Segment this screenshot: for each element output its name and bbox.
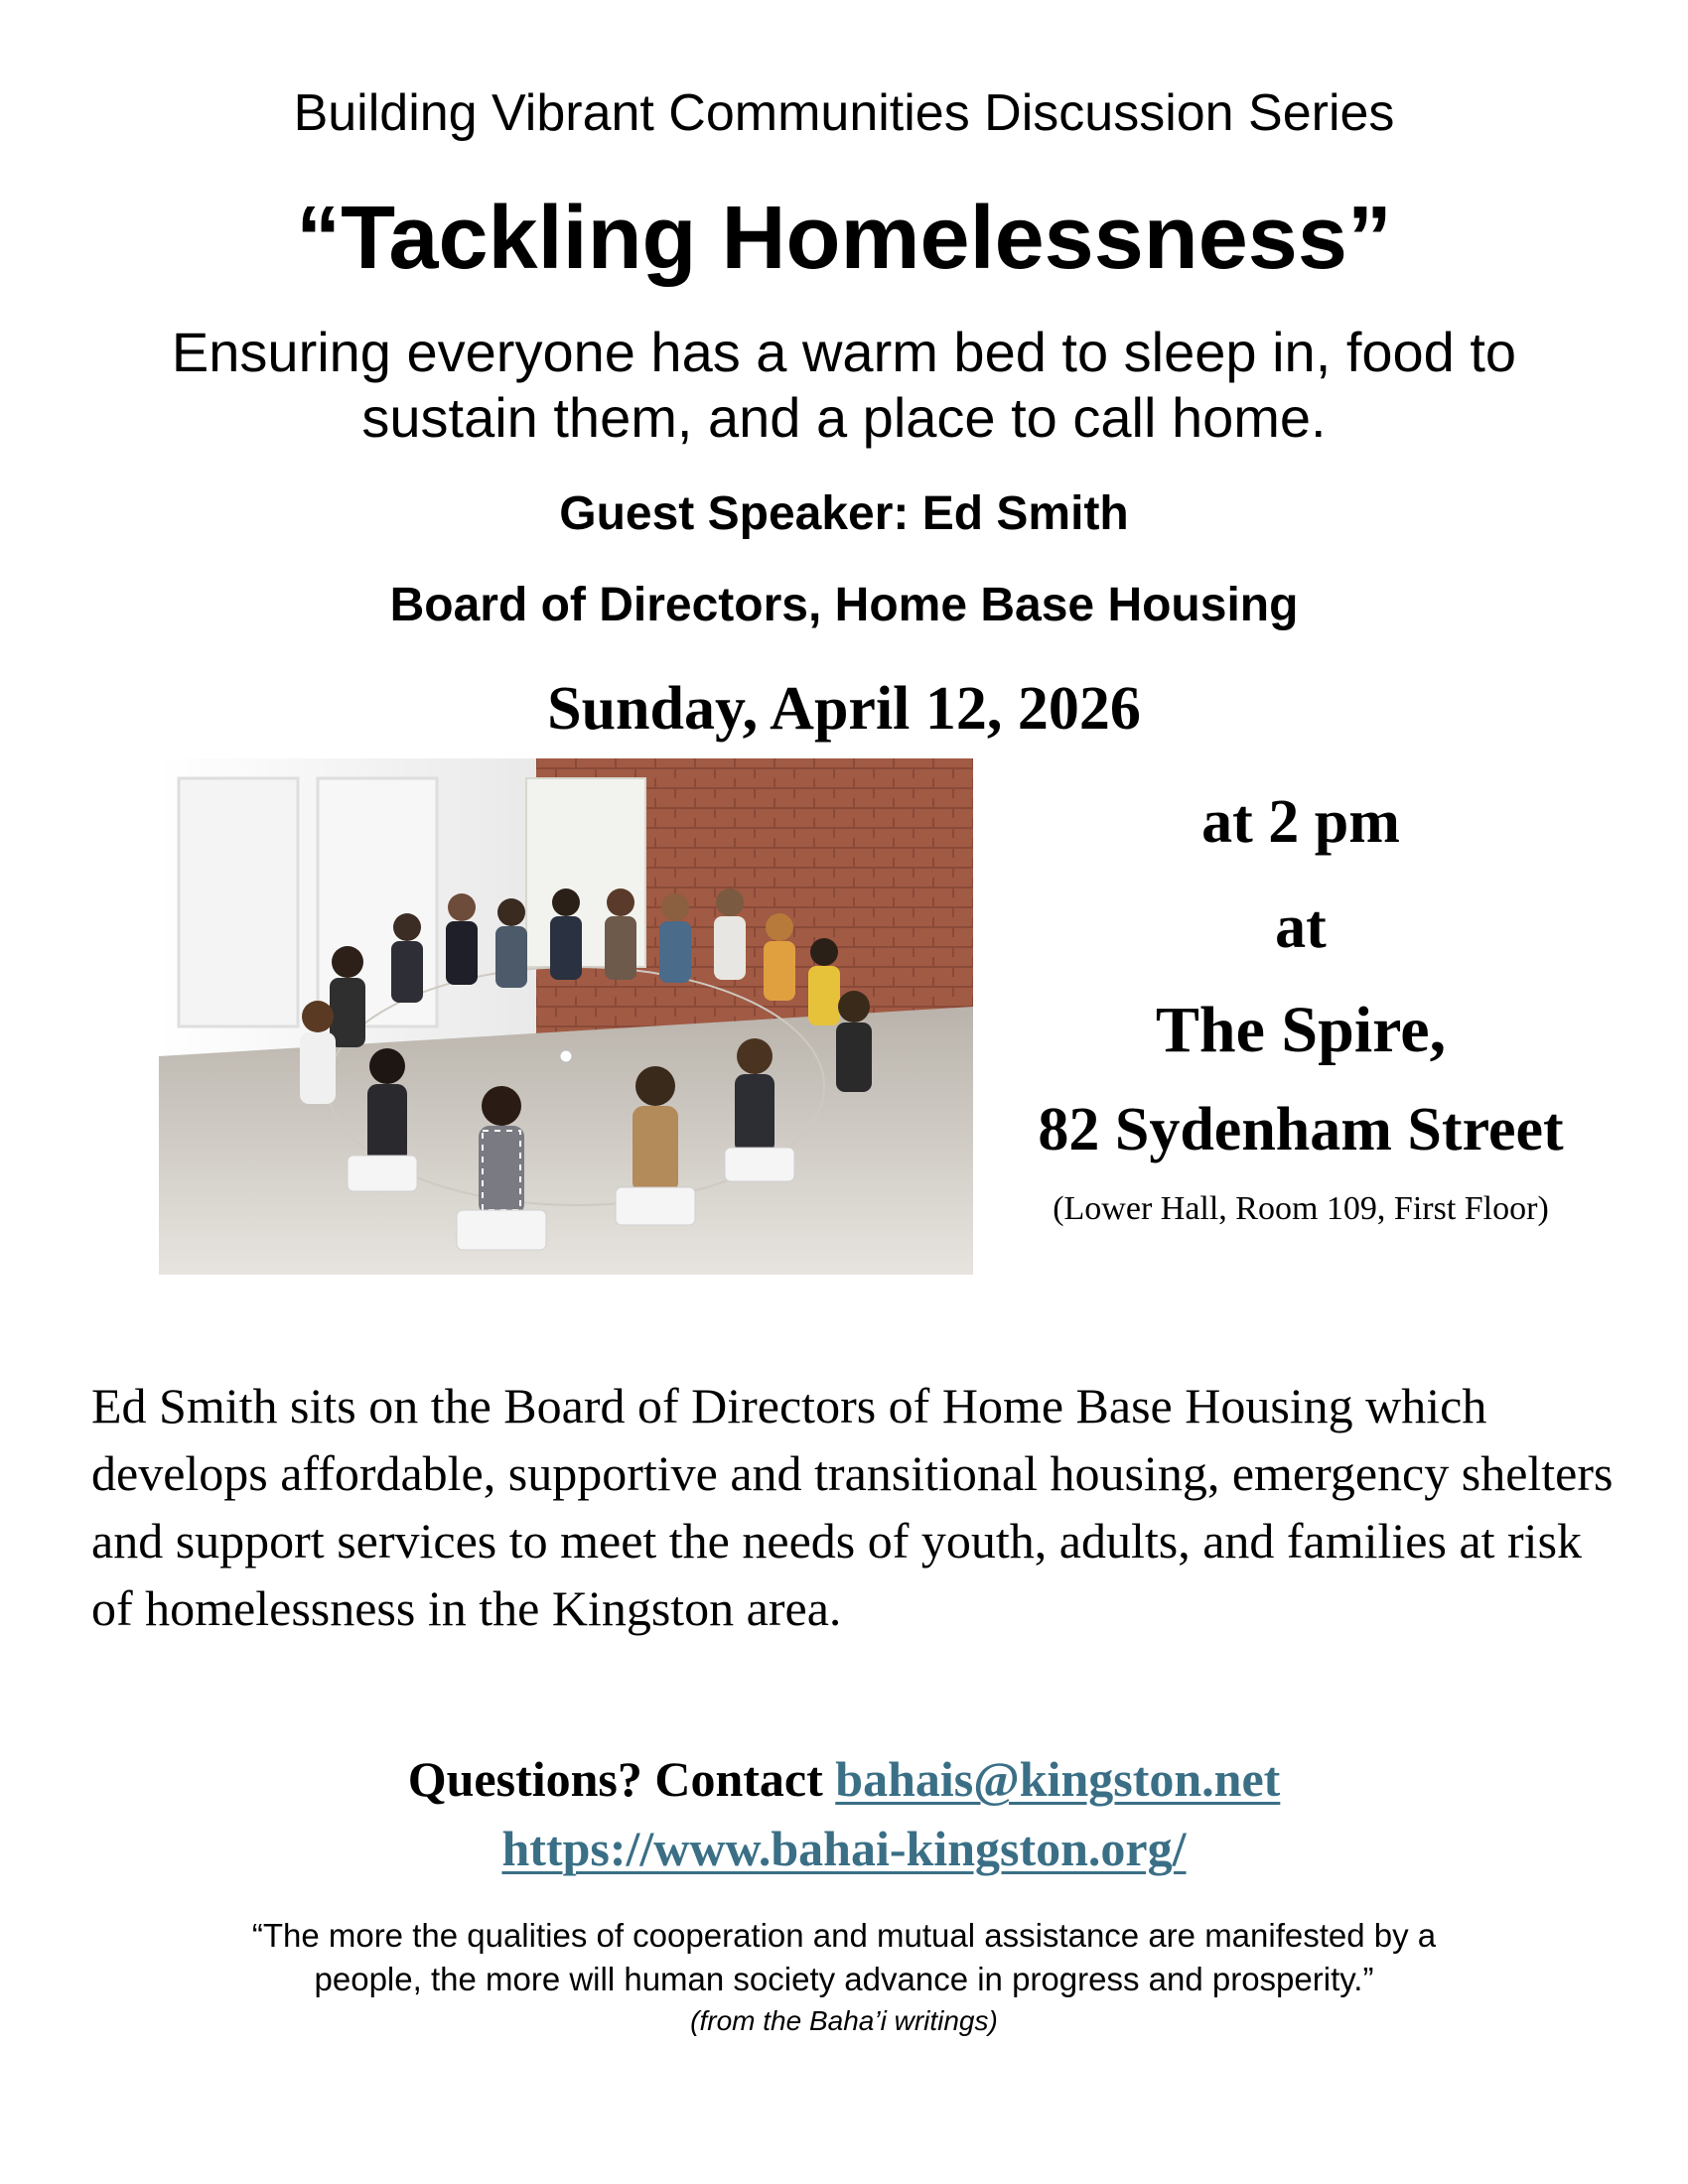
- email-link[interactable]: bahais@kingston.net: [835, 1751, 1281, 1807]
- contact-prefix: Questions? Contact: [407, 1751, 836, 1807]
- quote-line-2: people, the more will human society advance in progress and prosperity.”: [314, 1961, 1374, 1997]
- speaker-affiliation: Board of Directors, Home Base Housing: [389, 579, 1299, 631]
- venue-address: 82 Sydenham Street: [1038, 1096, 1564, 1163]
- tagline-line-2: sustain them, and a place to call home.: [361, 386, 1327, 449]
- event-date: Sunday, April 12, 2026: [547, 675, 1141, 743]
- speaker-bio: Ed Smith sits on the Board of Directors of Home Base Housing which develops affordable, supportive and transitional housing, emergency shelters and support services to meet the needs of youth, adults, and families at risk of homelessness in the Kingston area.: [91, 1378, 1614, 1636]
- event-title: “Tackling Homelessness”: [296, 189, 1392, 288]
- discussion-circle-photo: [159, 758, 973, 1275]
- website-link[interactable]: https://www.bahai-kingston.org/: [501, 1821, 1187, 1876]
- contact-line: [0, 1747, 1688, 1811]
- series-title: Building Vibrant Communities Discussion Series: [293, 84, 1395, 142]
- at-label: at: [1275, 893, 1327, 961]
- quote-line-1: “The more the qualities of cooperation and mutual assistance are manifested by a: [251, 1917, 1437, 1954]
- tagline-line-1: Ensuring everyone has a warm bed to sleep in, food to: [171, 321, 1517, 383]
- website-line: [0, 1817, 1688, 1880]
- guest-speaker: Guest Speaker: Ed Smith: [559, 487, 1129, 540]
- venue-room: (Lower Hall, Room 109, First Floor): [1053, 1190, 1549, 1227]
- quote-source: (from the Baha’i writings): [690, 2005, 998, 2036]
- event-time: at 2 pm: [1201, 788, 1400, 856]
- venue-name: The Spire,: [1155, 994, 1447, 1066]
